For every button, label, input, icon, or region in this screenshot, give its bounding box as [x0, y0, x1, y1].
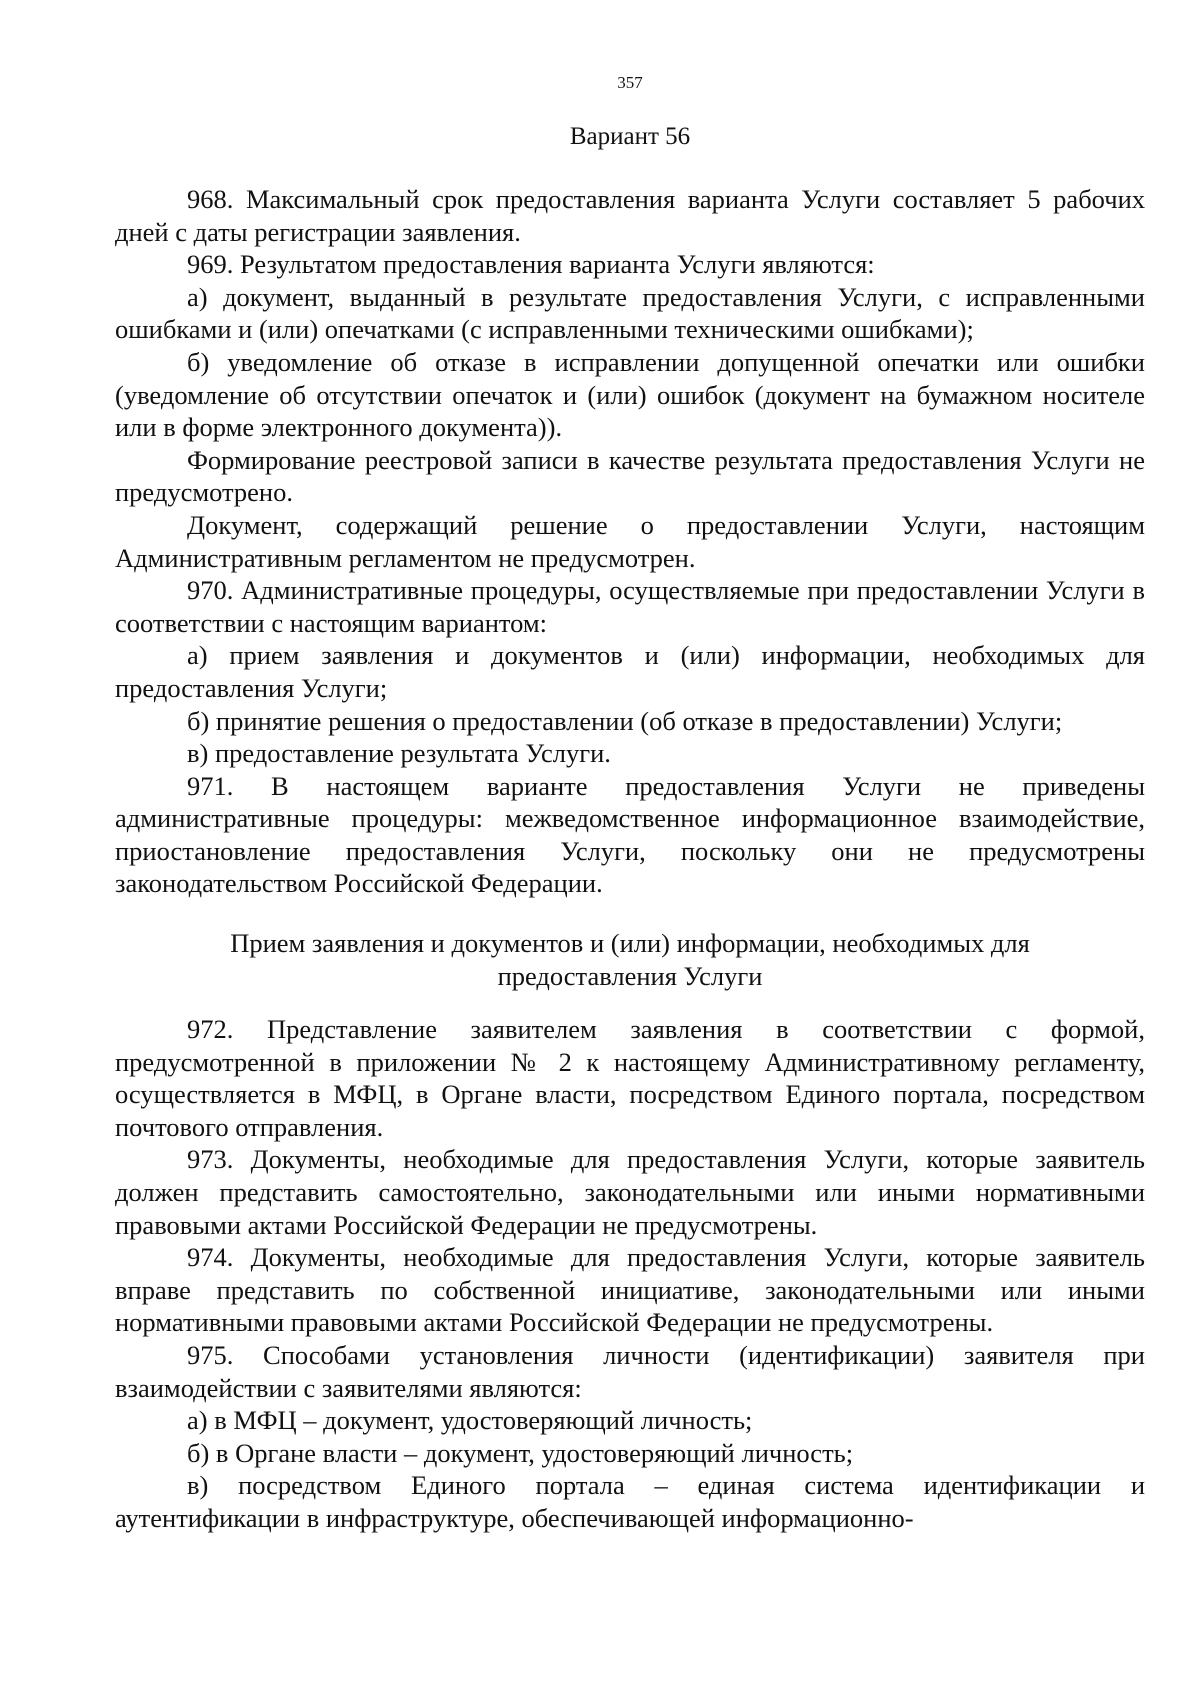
paragraph-974: 974. Документы, необходимые для предоставления Услуги, которые заявитель вправе представить по собственной инициативе, законодательными или иными нормативными правовыми актами Российской Федерации не предусмотрены. [115, 1242, 1145, 1338]
paragraph-969-b: б) уведомление об отказе в исправлении допущенной опечатки или ошибки (уведомление об отсутствии опечаток и (или) ошибок (документ на бумажном носителе или в форме электронного документа)). [115, 346, 1145, 443]
paragraph-969-a: а) документ, выданный в результате предоставления Услуги, с исправленными ошибками и (или) опечатками (с исправленными техническими ошибками); [115, 281, 1145, 345]
main-text-block [115, 183, 1145, 900]
paragraph-968: 968. Максимальный срок предоставления варианта Услуги составляет 5 рабочих дней с даты регистрации заявления. [115, 184, 1145, 247]
paragraph-registry-record: Формирование реестровой записи в качестве результата предоставления Услуги не предусмотрено. [115, 444, 1145, 508]
paragraph-970-a: а) прием заявления и документов и (или) информации, необходимых для предоставления Услуги; [115, 640, 1145, 703]
section-heading-line-1: Прием заявления и документов и (или) информации, необходимых для [230, 928, 1030, 958]
paragraph-975-b: б) в Органе власти – документ, удостоверяющий личность; [187, 1437, 854, 1468]
document-page [115, 0, 1145, 1697]
paragraph-decision-document: Документ, содержащий решение о предоставлении Услуги, настоящим Административным регламентом не предусмотрен. [115, 509, 1145, 573]
second-text-block [115, 1013, 1145, 1535]
paragraph-970-b: б) принятие решения о предоставлении (об отказе в предоставлении) Услуги; [187, 705, 1063, 736]
paragraph-970-v: в) предоставление результата Услуги. [187, 738, 611, 769]
paragraph-975-a: а) в МФЦ – документ, удостоверяющий личность; [187, 1405, 753, 1436]
section-heading-line-2: предоставления Услуги [497, 960, 763, 991]
paragraph-975: 975. Способами установления личности (идентификации) заявителя при взаимодействии с заявителями являются: [115, 1339, 1145, 1403]
page-number: 357 [617, 73, 643, 92]
paragraph-971: 971. В настоящем варианте предоставления Услуги не приведены административные процедуры: межведомственное информационное взаимодействие, приостановление предоставления Услуги, поскольку они не предусмотрены законодательством Российской Федерации. [115, 770, 1145, 899]
paragraph-975-v: в) посредством Единого портала – единая система идентификации и аутентификации в инфраструктуре, обеспечивающей информационно- [115, 1470, 1145, 1533]
paragraph-969: 969. Результатом предоставления варианта Услуги являются: [187, 249, 875, 280]
variant-title: Вариант 56 [569, 123, 691, 150]
paragraph-973: 973. Документы, необходимые для предоставления Услуги, которые заявитель должен представить самостоятельно, законодательными или иными нормативными правовыми актами Российской Федерации не предусмотрены. [115, 1144, 1145, 1240]
section-heading [115, 927, 1145, 992]
paragraph-970: 970. Административные процедуры, осуществляемые при предоставлении Услуги в соответствии с настоящим вариантом: [115, 575, 1145, 638]
paragraph-972: 972. Представление заявителем заявления в соответствии с формой, предусмотренной в приложении № 2 к настоящему Административному регламенту, осуществляется в МФЦ, в Органе власти, посредством Единого портала, посредством почтового отправления. [115, 1014, 1145, 1142]
